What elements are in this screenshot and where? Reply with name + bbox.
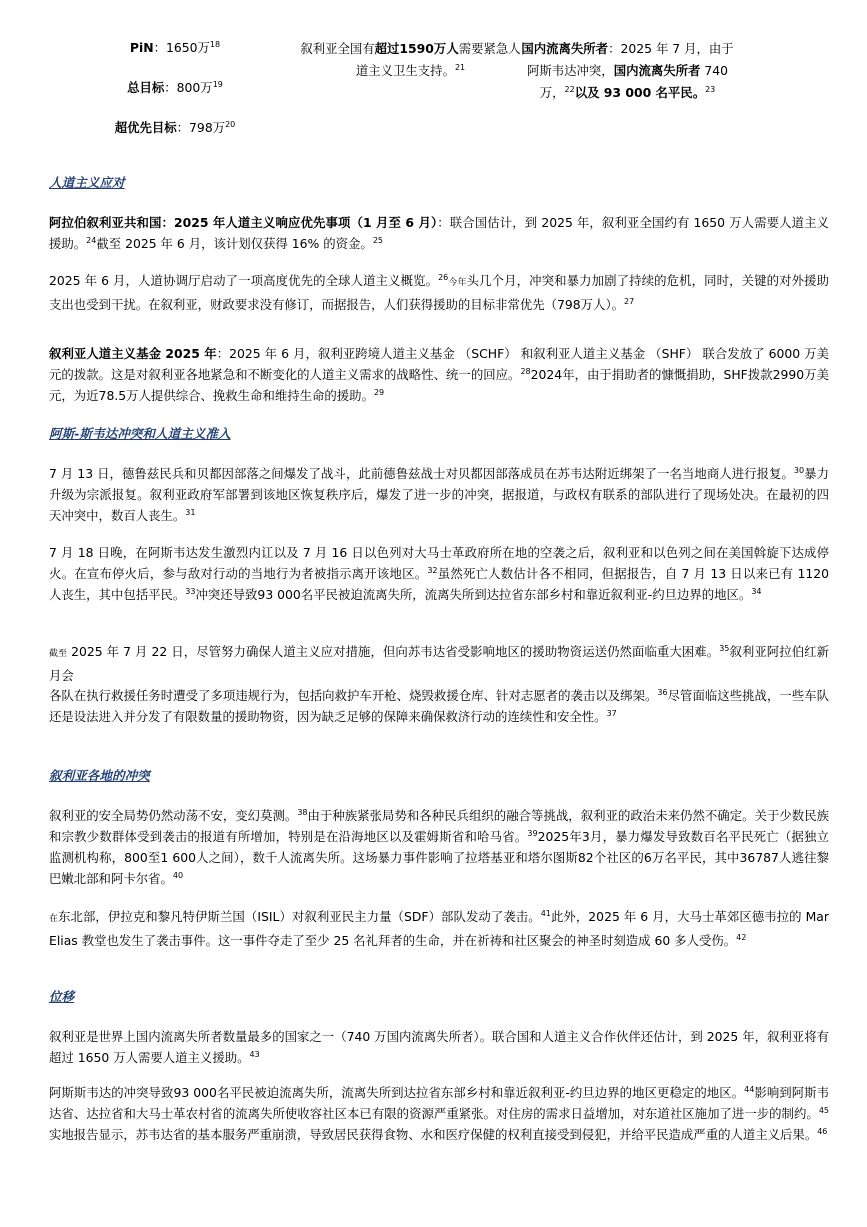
paragraph: 叙利亚的安全局势仍然动荡不安，变幻莫测。$^{38}$由于种族紧张局势和各种民兵组织的融合等挑战，叙利亚的政治未来仍然不确定。关于少数民族和宗教少数群体受到袭击的报道有所增加，特别是在沿海地区以及霍姆斯省和哈马省。$^{39}$2025年3月，暴力爆发导致数百名平民死亡（据独立监测机构称，800至1 600人之间），数千人流离失所。这场暴力事件影响了拉塔基亚和塔尔图斯82个社区的6万名平民，其中36787人逃往黎巴嫩北部和阿卡尔省。$^{40}$ — [49, 807, 830, 886]
key-figures — [0, 38, 867, 168]
idp-figure: 国内流离失所者：2025 年 7 月，由于阿斯韦达冲突，国内流离失所者 740 万，$^{22}$以及 93 000 名平民。$^{23}$ — [521, 41, 734, 100]
targets-column — [80, 38, 270, 158]
paragraph: 7 月 18 日晚，在阿斯韦达发生激烈内讧以及 7 月 16 日以色列对大马士革政府所在地的空袭之后，叙利亚和以色列之间在美国斡旋下达成停火。在宣布停火后，参与敌对行动的当地行为者被指示离开该地区。$^{32}$虽然死亡人数估计各不相同，但据报告，自 7 月 13 日以来已有 1120 人丧生，其中包括平民。$^{33}$冲突还导致93 000名平民被迫流离失所，流离失所到达拉省东部乡村和靠近叙利亚-约旦边界的地区。$^{34}$ — [49, 545, 829, 602]
paragraph: 截至 2025 年 7 月 22 日，尽管努力确保人道主义应对措施，但向苏韦达省受影响地区的援助物资运送仍然面临重大困难。$^{35}$叙利亚阿拉伯红新月会 — [49, 643, 829, 683]
section-heading-conflict: 叙利亚各地的冲突 — [49, 768, 150, 783]
total-target-figure: 总目标：800万$^{19}$ — [127, 79, 223, 95]
pin-figure: PiN：1650万$^{18}$ — [129, 39, 221, 55]
paragraph: 叙利亚是世界上国内流离失所者数量最多的国家之一（740 万国内流离失所者）。联合国和人道主义合作伙伴还估计，到 2025 年，叙利亚将有超过 1650 万人需要人道主义援助。$^{43}$ — [49, 1029, 829, 1065]
paragraph: 叙利亚人道主义基金 2025 年：2025 年 6 月，叙利亚跨境人道主义基金 （SCHF） 和叙利亚人道主义基金 （SHF） 联合发放了 6000 万美元的拨款。这是对叙利亚各地紧急和不断变化的人道主义需求的战略性、统一的回应。$^{28}$2024年，由于捐助者的慷慨捐助，SHF拨款2990万美元，为近78.5万人提供综合、挽救生命和维持生命的援助。$^{29}$ — [49, 346, 829, 403]
paragraph: 各队在执行救援任务时遭受了多项违规行为，包括向救护车开枪、烧毁救援仓库、针对志愿者的袭击以及绑架。$^{36}$尽管面临这些挑战，一些车队还是设法进入并分发了有限数量的援助物资，因为缺乏足够的保障来确保救济行动的连续性和安全性。$^{37}$ — [49, 687, 830, 724]
health-need-figure: 叙利亚全国有超过1590万人需要紧急人道主义卫生支持。$^{21}$ — [300, 41, 521, 78]
section-heading-suwayda: 阿斯-斯韦达冲突和人道主义准入 — [49, 426, 231, 441]
section-heading-displacement: 位移 — [49, 989, 75, 1004]
paragraph: 阿斯斯韦达的冲突导致93 000名平民被迫流离失所，流离失所到达拉省东部乡村和靠近叙利亚-约旦边界的地区更稳定的地区。$^{44}$影响到阿斯韦达省、达拉省和大马士革农村省的流离失所使收容社区本已有限的资源严重紧张。对住房的需求日益增加，对东道社区施加了进一步的制约。$^{45}$实地报告显示，苏韦达省的基本服务严重崩溃，导致居民获得食物、水和医疗保健的权利直接受到侵犯，并给平民造成严重的人道主义后果。$^{46}$ — [49, 1084, 829, 1142]
paragraph: 2025 年 6 月，人道协调厅启动了一项高度优先的全球人道主义概览。$^{26}$今年头几个月，冲突和暴力加剧了持续的危机，同时，关键的对外援助支出也受到干扰。在叙利亚，财政要求没有修订，而据报告，人们获得援助的目标非常优先（798万人）。$^{27}$ — [49, 272, 830, 312]
paragraph: 阿拉伯叙利亚共和国：2025 年人道主义响应优先事项（1 月至 6 月）：联合国估计，到 2025 年，叙利亚全国约有 1650 万人需要人道主义援助。$^{24}$截至 2025 年 6 月，该计划仅获得 16% 的资金。$^{25}$ — [49, 215, 829, 251]
paragraph: 在东北部，伊拉克和黎凡特伊斯兰国（ISIL）对叙利亚民主力量（SDF）部队发动了袭击。$^{41}$此外，2025 年 6 月，大马士革郊区德韦拉的 Mar Elias 教堂也发生了袭击事件。这一事件夺走了至少 25 名礼拜者的生命，并在祈祷和社区聚会的神圣时刻造成 60 多人受伤。$^{42}$ — [49, 908, 829, 948]
section-heading-response: 人道主义应对 — [49, 175, 125, 190]
priority-target-figure: 超优先目标：798万$^{20}$ — [114, 119, 236, 135]
paragraph: 7 月 13 日，德鲁兹民兵和贝都因部落之间爆发了战斗，此前德鲁兹战士对贝都因部落成员在苏韦达附近绑架了一名当地商人进行报复。$^{30}$暴力升级为宗派报复。叙利亚政府军部署到该地区恢复秩序后，爆发了进一步的冲突，据报道，与政权有联系的部队进行了现场处决。在最初的四天冲突中，数百人丧生。$^{31}$ — [49, 465, 829, 523]
